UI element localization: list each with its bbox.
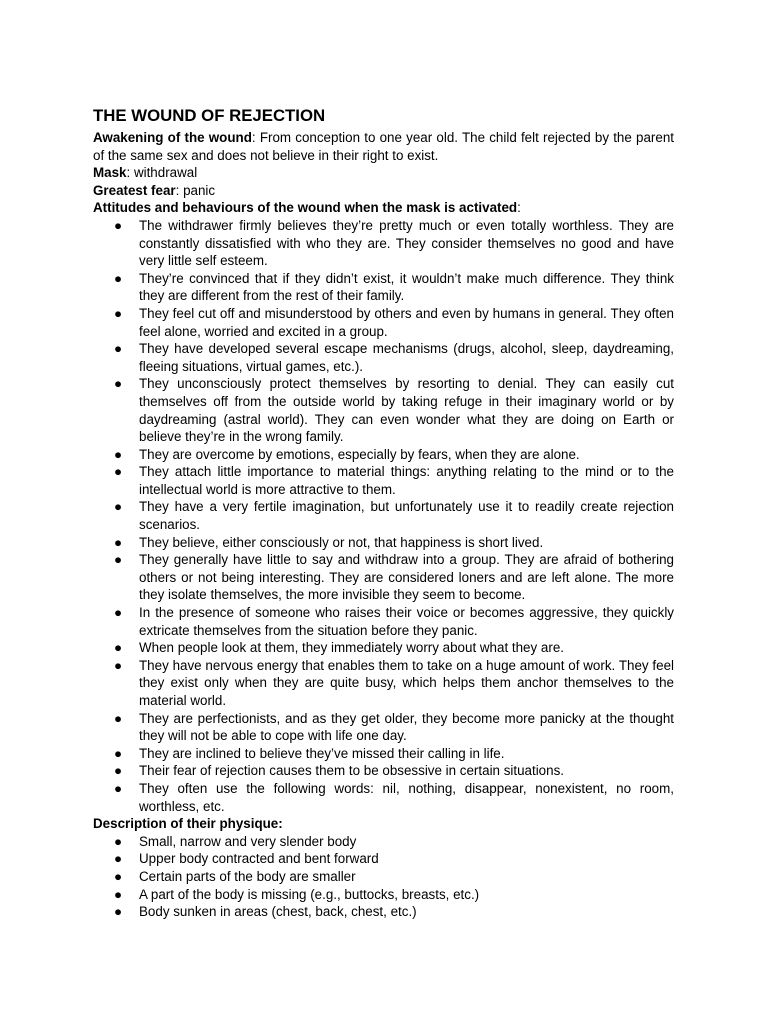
bullet-icon: ● — [114, 341, 123, 357]
mask-label: Mask — [93, 165, 127, 181]
list-item — [93, 217, 674, 270]
list-item-text: In the presence of someone who raises their voice or becomes aggressive, they quickly extricate themselves from the situation before they panic. — [139, 605, 674, 638]
list-item-text: A part of the body is missing (e.g., buttocks, breasts, etc.) — [139, 886, 480, 902]
bullet-icon: ● — [114, 780, 123, 796]
list-item-text: Body sunken in areas (chest, back, chest, etc.) — [139, 904, 417, 920]
list-item — [93, 305, 674, 340]
list-item-text: They are perfectionists, and as they get older, they become more panicky at the thought they will not be able to cope with life one day. — [139, 710, 674, 744]
bullet-icon: ● — [114, 640, 123, 656]
physique-list — [93, 833, 674, 921]
list-item-text: They attach little importance to material things: anything relating to the mind or to the intellectual world is more attractive to them. — [139, 464, 674, 497]
list-item — [93, 446, 674, 464]
bullet-icon: ● — [114, 745, 123, 761]
list-item — [93, 868, 674, 886]
fear-label: Greatest fear — [93, 182, 176, 198]
bullet-icon: ● — [114, 868, 123, 884]
list-item-text: They generally have little to say and withdraw into a group. They are afraid of bothering others or not being interesting. They are considered loners and are left alone. The more they isolate themselves, the more invisible they seem to become. — [139, 552, 674, 603]
bullet-icon: ● — [114, 376, 123, 392]
awakening-text: : From conception to one year old. The child felt rejected by the parent of the same sex and does not believe in their right to exist. — [93, 130, 674, 163]
list-item-text: They often use the following words: nil, nothing, disappear, nonexistent, no room, worthless, etc. — [139, 780, 674, 814]
list-item-text: Certain parts of the body are smaller — [139, 868, 356, 884]
bullet-icon: ● — [114, 552, 123, 568]
document-page — [93, 106, 674, 921]
list-item-text: They are overcome by emotions, especially by fears, when they are alone. — [139, 446, 580, 462]
attitudes-list — [93, 217, 674, 815]
list-item-text: They’re convinced that if they didn’t exist, it wouldn’t make much difference. They think they are different from the rest of their family. — [139, 270, 674, 304]
bullet-icon: ● — [114, 305, 123, 321]
list-item — [93, 375, 674, 445]
mask-line — [93, 164, 674, 182]
list-item — [93, 270, 674, 305]
attitudes-label: Attitudes and behaviours of the wound when the mask is activated — [93, 200, 518, 216]
list-item-text: They have nervous energy that enables them to take on a huge amount of work. They feel they exist only when they are quite busy, which helps them anchor themselves to the material world. — [139, 657, 674, 708]
list-item — [93, 833, 674, 851]
list-item — [93, 903, 674, 921]
bullet-icon: ● — [114, 464, 123, 480]
page-title: THE WOUND OF REJECTION — [93, 106, 326, 125]
bullet-icon: ● — [114, 710, 123, 726]
list-item — [93, 534, 674, 552]
bullet-icon: ● — [114, 270, 123, 286]
list-item-text: They believe, either consciously or not, that happiness is short lived. — [139, 534, 544, 550]
list-item-text: They feel cut off and misunderstood by others and even by humans in general. They often feel alone, worried and excited in a group. — [139, 305, 674, 339]
list-item-text: They are inclined to believe they’ve missed their calling in life. — [139, 745, 505, 761]
list-item — [93, 604, 674, 639]
list-item-text: Their fear of rejection causes them to be obsessive in certain situations. — [139, 763, 564, 779]
bullet-icon: ● — [114, 605, 123, 621]
bullet-icon: ● — [114, 657, 123, 673]
list-item — [93, 340, 674, 375]
bullet-icon: ● — [114, 763, 123, 779]
physique-heading — [93, 815, 674, 833]
list-item-text: When people look at them, they immediately worry about what they are. — [139, 640, 564, 656]
list-item — [93, 710, 674, 745]
bullet-icon: ● — [114, 499, 123, 515]
list-item — [93, 850, 674, 868]
attitudes-suffix: : — [517, 200, 521, 216]
bullet-icon: ● — [114, 886, 123, 902]
awakening-label: Awakening of the wound — [93, 130, 252, 145]
list-item — [93, 762, 674, 780]
list-item — [93, 498, 674, 533]
list-item — [93, 639, 674, 657]
list-item-text: They have developed several escape mechanisms (drugs, alcohol, sleep, daydreaming, fleeing situations, virtual games, etc.). — [139, 341, 674, 374]
list-item — [93, 657, 674, 710]
list-item-text: Upper body contracted and bent forward — [139, 851, 379, 867]
list-item-text: Small, narrow and very slender body — [139, 833, 357, 849]
bullet-icon: ● — [114, 851, 123, 867]
list-item — [93, 780, 674, 815]
physique-label: Description of their physique: — [93, 816, 283, 832]
list-item — [93, 463, 674, 498]
attitudes-heading — [93, 199, 674, 217]
bullet-icon: ● — [114, 534, 123, 550]
list-item-text: They unconsciously protect themselves by resorting to denial. They can easily cut themselves off from the outside world by taking refuge in their imaginary world or by daydreaming (astral world). They can even wonder what they are doing on Earth or believe they’re in the wrong family. — [139, 376, 674, 445]
bullet-icon: ● — [114, 446, 123, 462]
bullet-icon: ● — [114, 833, 123, 849]
mask-text: : withdrawal — [126, 165, 198, 181]
fear-line — [93, 182, 674, 200]
list-item — [93, 886, 674, 904]
awakening-paragraph — [93, 129, 674, 164]
bullet-icon: ● — [114, 904, 123, 920]
bullet-icon: ● — [114, 217, 123, 233]
fear-text: : panic — [175, 182, 216, 198]
list-item — [93, 551, 674, 604]
list-item — [93, 745, 674, 763]
list-item-text: They have a very fertile imagination, but unfortunately use it to readily create rejection scenarios. — [139, 499, 674, 533]
list-item-text: The withdrawer firmly believes they’re pretty much or even totally worthless. They are constantly dissatisfied with who they are. They consider themselves no good and have very little self esteem. — [139, 217, 674, 269]
